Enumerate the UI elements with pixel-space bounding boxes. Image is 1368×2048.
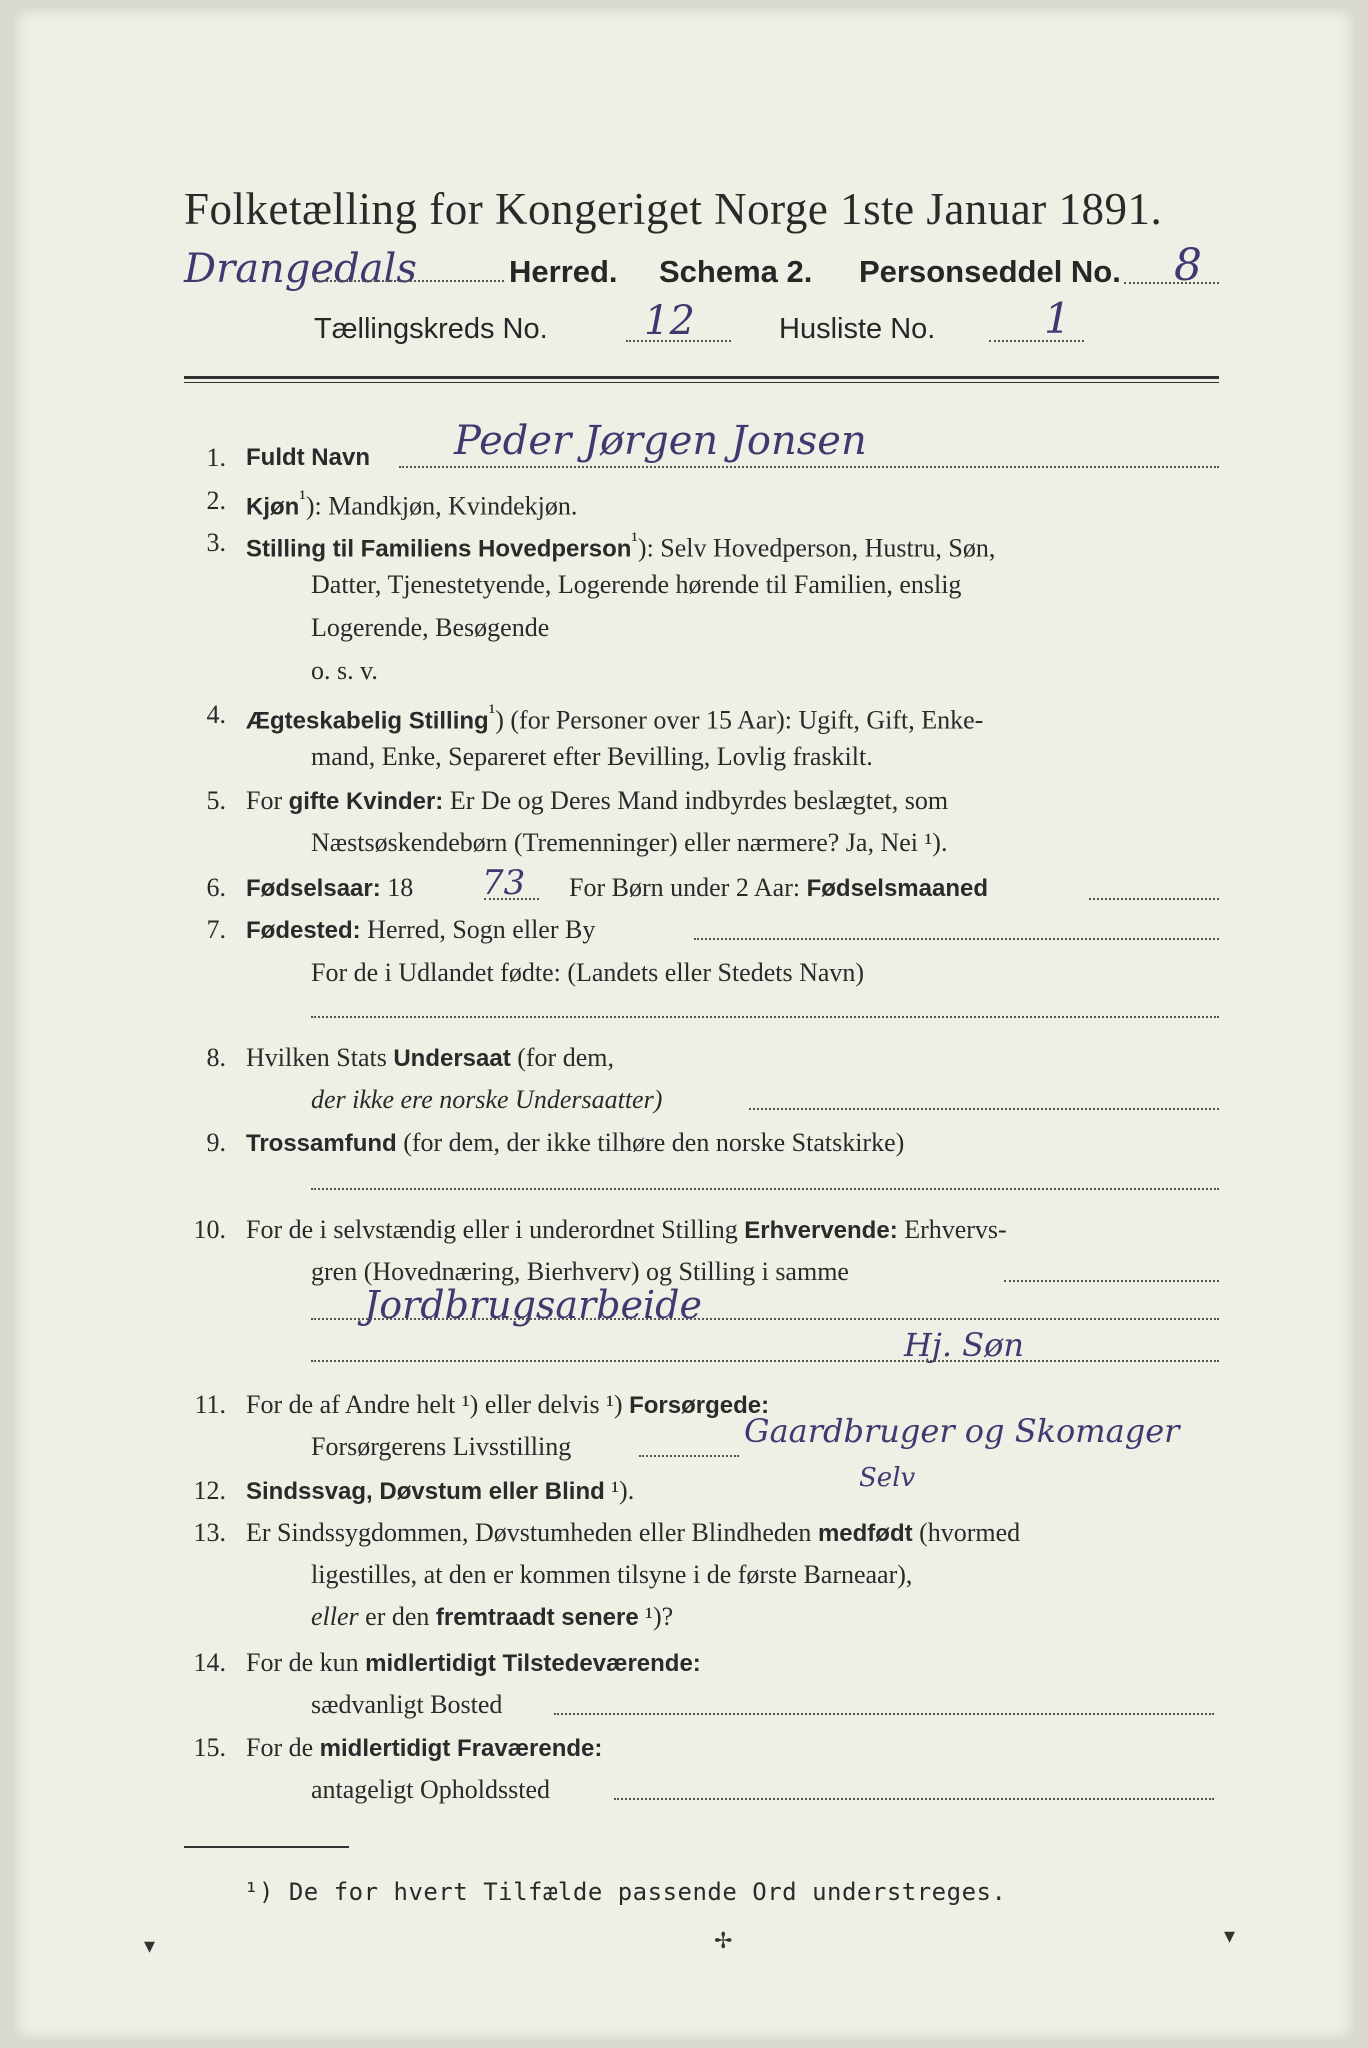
item-4-text <box>246 700 983 736</box>
item-text: (for dem, der ikke tilhøre den norske Statskirke) <box>396 1128 905 1157</box>
item-text-line: Logerende, Besøgende <box>311 613 550 642</box>
occupation-dotted-line-2 <box>311 1318 1219 1320</box>
item-number: 14. <box>193 1648 226 1677</box>
item-text: For Børn under 2 Aar: <box>569 873 807 902</box>
item-text: Er Sindssygdommen, Døvstumheden eller Blindheden <box>246 1518 818 1547</box>
item-number: 9. <box>206 1128 226 1157</box>
item-text-line: o. s. v. <box>311 656 378 685</box>
residence-dotted-line <box>554 1713 1214 1715</box>
item-2-text <box>246 486 577 522</box>
item-6-text <box>246 873 413 903</box>
item-text: (hvormed <box>912 1518 1021 1547</box>
birth-year-value: 73 <box>482 863 526 903</box>
item-7-text <box>246 915 595 945</box>
item-9-text <box>246 1128 904 1158</box>
item-label: Fødselsaar: <box>246 875 381 902</box>
personseddel-value: 8 <box>1174 240 1202 291</box>
item-label: gifte Kvinder: <box>288 788 444 815</box>
census-form-page <box>14 8 1354 2040</box>
provider-dotted-line <box>639 1455 739 1457</box>
footnote-marker: ¹ <box>299 486 306 510</box>
item-13-text <box>246 1518 1020 1548</box>
husliste-label: Husliste No. <box>779 313 936 345</box>
item-text: ) (for Personer over 15 Aar): Ugift, Gift, Enke- <box>495 705 984 735</box>
item-text: For <box>246 786 289 815</box>
abode-dotted-line <box>614 1798 1214 1800</box>
item-label: Fødselsmaaned <box>806 875 988 902</box>
husliste-value: 1 <box>1044 294 1071 343</box>
item-text-line: sædvanligt Bosted <box>311 1690 503 1719</box>
item-number: 11. <box>194 1390 226 1419</box>
item-text-line: der ikke ere norske Undersaatter) <box>311 1085 663 1114</box>
provider-occupation-value: Gaardbruger og Skomager <box>744 1412 1180 1450</box>
citizenship-dotted-line <box>749 1108 1219 1110</box>
kreds-value: 12 <box>644 298 695 344</box>
item-text: er den <box>358 1602 436 1631</box>
item-label: Fødested: <box>246 917 361 944</box>
item-text: Herred, Sogn eller By <box>360 915 596 944</box>
item-label: Sindssvag, Døvstum eller Blind <box>246 1478 605 1505</box>
item-number: 10. <box>193 1215 226 1244</box>
kreds-label: Tællingskreds No. <box>314 313 548 345</box>
item-label: fremtraadt senere <box>435 1604 639 1631</box>
footnote-rule <box>184 1846 349 1848</box>
item-label: medfødt <box>817 1520 913 1547</box>
item-number: 2. <box>206 486 226 515</box>
schema-label: Schema 2. <box>659 254 813 289</box>
occupation-position-value: Hj. Søn <box>904 1326 1024 1364</box>
item-text-line: ligestilles, at den er kommen tilsyne i de første Barneaar), <box>311 1560 913 1589</box>
occupation-dotted-line-3 <box>311 1360 1219 1362</box>
name-dotted-line <box>399 466 1219 468</box>
personseddel-label: Personseddel No. <box>859 254 1121 289</box>
item-12-text <box>246 1476 634 1506</box>
occupation-value: Jordbrugsarbeide <box>364 1283 702 1327</box>
item-label: Ægteskabelig Stilling <box>246 707 489 735</box>
item-text-line: Datter, Tjenestetyende, Logerende hørende til Familien, enslig <box>311 570 962 599</box>
item-text-line: gren (Hovednæring, Bierhverv) og Stilling i samme <box>311 1257 849 1286</box>
item-5-text <box>246 786 948 816</box>
item-text: 18 <box>380 873 414 902</box>
item-text: For de af Andre helt ¹) eller delvis ¹) <box>246 1390 630 1419</box>
herred-value: Drangedals <box>184 246 417 292</box>
item-13-line3 <box>311 1602 673 1632</box>
corner-mark-icon: ▾ <box>144 1933 156 1958</box>
item-text: ¹). <box>604 1476 635 1505</box>
item-label: Kjøn <box>246 493 300 521</box>
item-number: 7. <box>206 915 226 944</box>
item-text: For de i selvstændig eller i underordnet Stilling <box>246 1215 745 1244</box>
item-label: Erhvervende: <box>744 1217 898 1244</box>
birth-year-dotted-line <box>484 898 539 900</box>
full-name-value: Peder Jørgen Jonsen <box>454 418 867 464</box>
disability-value: Selv <box>859 1463 916 1493</box>
religion-dotted-line <box>311 1188 1219 1190</box>
item-text: For de kun <box>246 1648 366 1677</box>
item-text: ¹)? <box>638 1602 674 1631</box>
herred-dotted-line <box>314 280 504 282</box>
item-text: Hvilken Stats <box>246 1043 394 1072</box>
herred-label: Herred. <box>509 254 618 289</box>
item-text-line: antageligt Opholdssted <box>311 1775 551 1804</box>
item-text: ): Mandkjøn, Kvindekjøn. <box>305 491 578 521</box>
item-label: Fuldt Navn <box>246 444 370 471</box>
item-text-line: For de i Udlandet fødte: (Landets eller Stedets Navn) <box>311 958 865 987</box>
item-number: 4. <box>206 700 226 729</box>
header-rule-thick <box>184 376 1219 379</box>
item-label: Trossamfund <box>246 1130 397 1157</box>
footnote-marker: ¹ <box>631 528 638 552</box>
item-6-text-b <box>569 873 988 903</box>
footnote-text: ¹) De for hvert Tilfælde passende Ord understreges. <box>244 1878 1007 1906</box>
item-label: midlertidigt Tilstedeværende: <box>365 1650 701 1677</box>
birthplace-dotted-line <box>694 938 1219 940</box>
center-mark-icon: ✢ <box>714 1928 733 1953</box>
item-label: Undersaat <box>393 1045 511 1072</box>
occupation-dotted-line-1 <box>1004 1280 1219 1282</box>
personseddel-dotted-line <box>1124 282 1219 284</box>
item-number: 13. <box>193 1518 226 1547</box>
item-3-text <box>246 528 995 564</box>
item-text: (for dem, <box>510 1043 614 1072</box>
item-text: Er De og Deres Mand indbyrdes beslægtet, som <box>443 786 949 815</box>
item-11-text <box>246 1390 769 1420</box>
form-title: Folketælling for Kongeriget Norge 1ste Januar 1891. <box>184 184 1163 234</box>
item-label: Stilling til Familiens Hovedperson <box>246 535 632 563</box>
item-number: 1. <box>206 443 226 472</box>
item-15-text <box>246 1733 602 1763</box>
item-10-text <box>246 1215 1007 1245</box>
item-text-line: mand, Enke, Separeret efter Bevilling, Lovlig fraskilt. <box>311 742 873 771</box>
item-text: eller <box>311 1602 359 1631</box>
item-label: midlertidigt Fraværende: <box>319 1735 603 1762</box>
footnote-marker: ¹ <box>488 700 496 724</box>
item-number: 3. <box>206 528 226 557</box>
item-number: 12. <box>193 1476 226 1505</box>
birth-month-dotted-line <box>1089 898 1219 900</box>
header-rule-thin <box>184 382 1219 383</box>
item-text-line: Forsørgerens Livsstilling <box>311 1432 572 1461</box>
item-number: 5. <box>206 786 226 815</box>
item-text: ): Selv Hovedperson, Hustru, Søn, <box>637 533 996 563</box>
item-14-text <box>246 1648 701 1678</box>
item-text-line: Næstsøskendebørn (Tremenninger) eller nærmere? Ja, Nei ¹). <box>311 828 948 857</box>
foreign-place-dotted-line <box>311 1016 1219 1018</box>
item-text: Erhvervs- <box>897 1215 1007 1244</box>
item-number: 6. <box>206 873 226 902</box>
item-label: Forsørgede: <box>629 1392 770 1419</box>
item-number: 8. <box>206 1043 226 1072</box>
item-8-text <box>246 1043 614 1073</box>
item-number: 15. <box>193 1733 226 1762</box>
corner-mark-icon: ▾ <box>1224 1923 1236 1948</box>
item-text: For de <box>246 1733 320 1762</box>
